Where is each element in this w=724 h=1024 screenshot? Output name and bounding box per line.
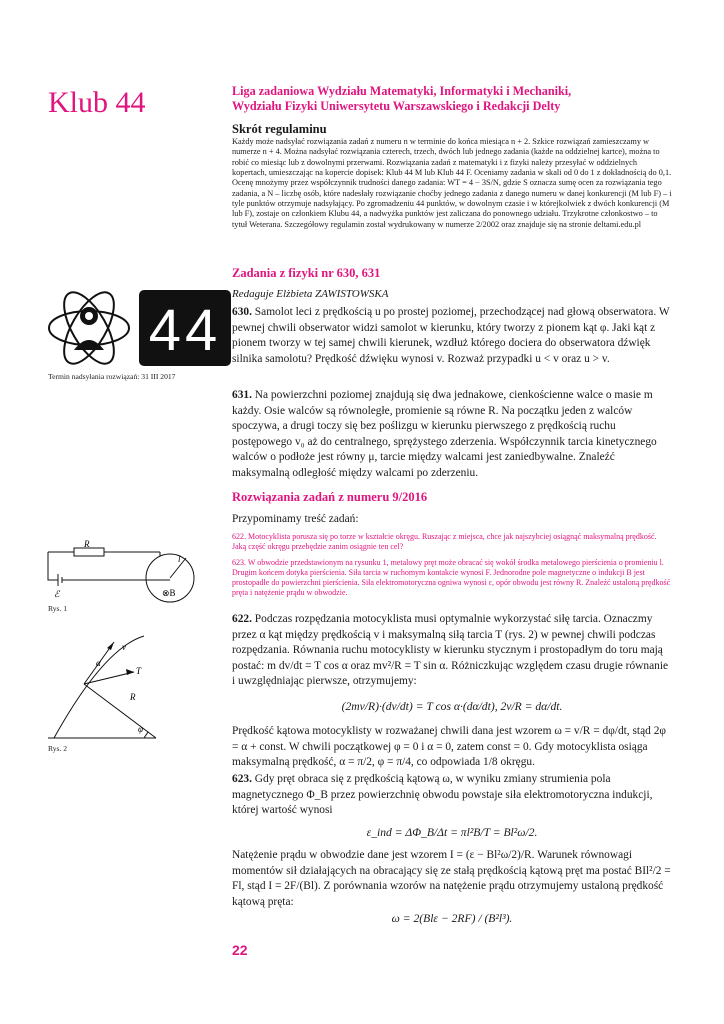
problem-number: 631. [232,389,252,401]
fig1-l-label: l [178,554,181,564]
solution-623-continued: Natężenie prądu w obwodzie dane jest wzorem I = (ε − Bl²ω/2)/R. Warunek równowagi momentów sił działających na obracający się ze stałą prędkością kątową pręt ma postać BIl²/2 = Fl, stąd I = 2F/(Bl). Z porównania wzorów na natężenie prądu otrzymujemy ustaloną prędkość kątową pręta: [232,849,671,908]
regulations-paragraph: Każdy może nadsyłać rozwiązania zadań z numeru n w terminie do końca miesiąca n + 2. Szkice rozwiązań zamieszczamy w numerze n + 4. Można nadsyłać rozwiązania czterech, trzech, dwóch lub jednego zadania (każde na oddzielnej kartce), można to robić co miesiąc lub z dowolnymi przerwami. Rozwiązania zadań z matematyki i z fizyki należy przesyłać w oddzielnych kopertach, umieszczając na kopercie dopisek: Klub 44 M lub Klub 44 F. Oceniamy zadania w skali od 0 do 1 z dokładnością do 0,1. Ocenę mnożymy przez współczynnik trudności danego zadania: WT = 4 − 3S/N, gdzie S oznacza sumę ocen za rozwiązania tego zadania, a N – liczbę osób, które nadesłały rozwiązanie choćby jednego zadania z danego numeru w danej konkurencji (M lub F) – i tyle punktów otrzymuje nadsyłający. Po zgromadzeniu 44 punktów, w dowolnym czasie i w którejkolwiek z dwóch konkurencji (M lub F), zostaje on członkiem Klubu 44, a nadwyżka punktów jest zaliczana do ponownego udziału. Trzykrotne członkostwo – to tytuł Weterana. Szczegółowy regulamin został wydrukowany w numerze 2/2002 oraz znajduje się na stronie deltami.edu.pl [232,137,672,229]
solution-number: 623. [232,773,252,785]
league-title-line2: Wydziału Fizyki Uniwersytetu Warszawskiego i Redakcji Delty [232,99,561,113]
resistor-icon [74,548,104,556]
league-title [232,84,672,114]
figure-2-diagram [44,628,224,740]
atom-icon [49,288,129,368]
page-number: 22 [232,942,248,958]
fig2-phi-label: φ [138,724,143,734]
fig1-emf-label: ℰ [54,589,60,599]
solution-622 [232,612,672,690]
club-title: Klub 44 [48,86,146,119]
formula-622: (2mv/R)·(dv/dt) = T cos α·(dα/dt), 2v/R = dα/dt. [341,700,563,713]
fig2-T-label: T [136,666,142,676]
recall-622: 622. Motocyklista porusza się po torze w kształcie okręgu. Ruszając z miejsca, chce jak najszybciej osiągnąć maksymalną prędkość. Jaką część okręgu przebędzie zanim osiągnie ten cel? [232,532,657,551]
problem-630 [232,305,672,367]
solution-number: 622. [232,613,252,625]
figure-1-circuit [44,540,224,610]
solution-text: Podczas rozpędzania motocyklista musi optymalnie wykorzystać siłę tarcia. Oznaczmy przez α kąt między prędkością v i maksymalną siłą tarcia T (rys. 2) w pewnej chwili podczas rozpędzania. Równania ruchu motocyklisty w kierunku stycznym i prostopadłym do toru mają postać: m dv/dt = T cos α oraz mv²/R = T sin α. Różniczkując względem czasu drugie równanie i uwzględniając pierwsze, otrzymujemy: [232,613,669,688]
fig2-R-label: R [130,692,136,702]
track-arc [54,636,144,738]
recall-623: 623. W obwodzie przedstawionym na rysunku 1, metalowy pręt może obracać się wokół środka metalowego pierścienia o promieniu l. Drugim końcem dotyka pierścienia. Siła tarcia w ruchomym kontakcie wynosi F. Jednorodne pole magnetyczne o indukcji B jest prostopadłe do powierzchni pierścienia. Siła elektromotoryczna ogniwa wynosi ε, opór obwodu jest równy R. Znaleźć ustaloną prędkość pręta i natężenie prądu w obwodzie. [232,558,671,597]
physics-problems-heading: Zadania z fizyki nr 630, 631 [232,266,381,280]
problem-text: Samolot leci z prędkością u po prostej poziomej, przechodzącej nad głową obserwatora. W pewnej chwili obserwator widzi samolot w kierunku, który tworzy z pionem kąt φ. Jaki kąt z pionem tworzy w tej samej chwili kierunek, wzdłuż którego dociera do obserwatora dźwięk silnika samolotu? Prędkość dźwięku wynosi v. Rozważ przypadki u < v oraz u > v. [232,306,670,365]
problem-text: Na powierzchni poziomej znajdują się dwa jednakowe, cienkościenne walce o masie m każdy. Osie walców są równoległe, promienie są równe R. Na początku jeden z walców spoczywa, a drugi toczy się bez poślizgu w kierunku pierwszego z prędkością ruchu postępowego v₀ aż do centralnego, sprężystego zderzenia. Współczynnik tarcia kinetycznego walców o podłoże jest równy μ, tarcie między walcami jest zaniedbywalne. Znaleźć maksymalną odległość między walcami po zderzeniu. [232,389,657,479]
fig1-R-label: R [84,540,90,549]
figure-2-caption: Rys. 2 [48,744,68,753]
reminder-intro: Przypominamy treść zadań: [232,513,359,525]
radius-line [84,684,156,738]
formula-623-omega: ω = 2(Blε − 2RF) / (B²l³). [391,912,513,925]
fig1-B-label: ⊗B [162,588,176,598]
figure-1-caption: Rys. 1 [48,604,68,613]
deadline-note: Termin nadsyłania rozwiązań: 31 III 2017 [48,372,176,381]
klub44-logo [44,288,234,368]
solution-text: Gdy pręt obraca się z prędkością kątową ω, w wyniku zmiany strumienia pola magnetycznego Φ_B przez powierzchnię obwodu powstaje siła elektromotoryczna indukcji, której wartość wynosi [232,773,653,817]
league-title-line1: Liga zadaniowa Wydziału Matematyki, Informatyki i Mechaniki, [232,84,572,98]
regulations-heading: Skrót regulaminu [232,122,327,136]
formula-623-emf: ε_ind = ΔΦ_B/Δt = πl²B/T = Bl²ω/2. [366,826,538,839]
logo-digits: 44 [148,298,222,363]
fig2-v-label: v [122,642,126,652]
solution-622-continued: Prędkość kątowa motocyklisty w rozważanej chwili dana jest wzorem ω = v/R = dφ/dt, stąd 2φ = α + const. W chwili początkowej φ = 0 i α = 0, zatem const = 0. Gdy motocyklista osiąga maksymalną prędkość, α = π/2, φ = π/4, co odpowiada 1/8 okręgu. [232,725,666,769]
regulations-text [232,137,672,230]
solution-623 [232,772,672,819]
problem-number: 630. [232,306,252,318]
fig2-alpha-label: α [96,658,101,668]
problem-631 [232,388,672,482]
editor-line: Redaguje Elżbieta ZAWISTOWSKA [232,288,389,300]
solutions-heading: Rozwiązania zadań z numeru 9/2016 [232,490,428,504]
